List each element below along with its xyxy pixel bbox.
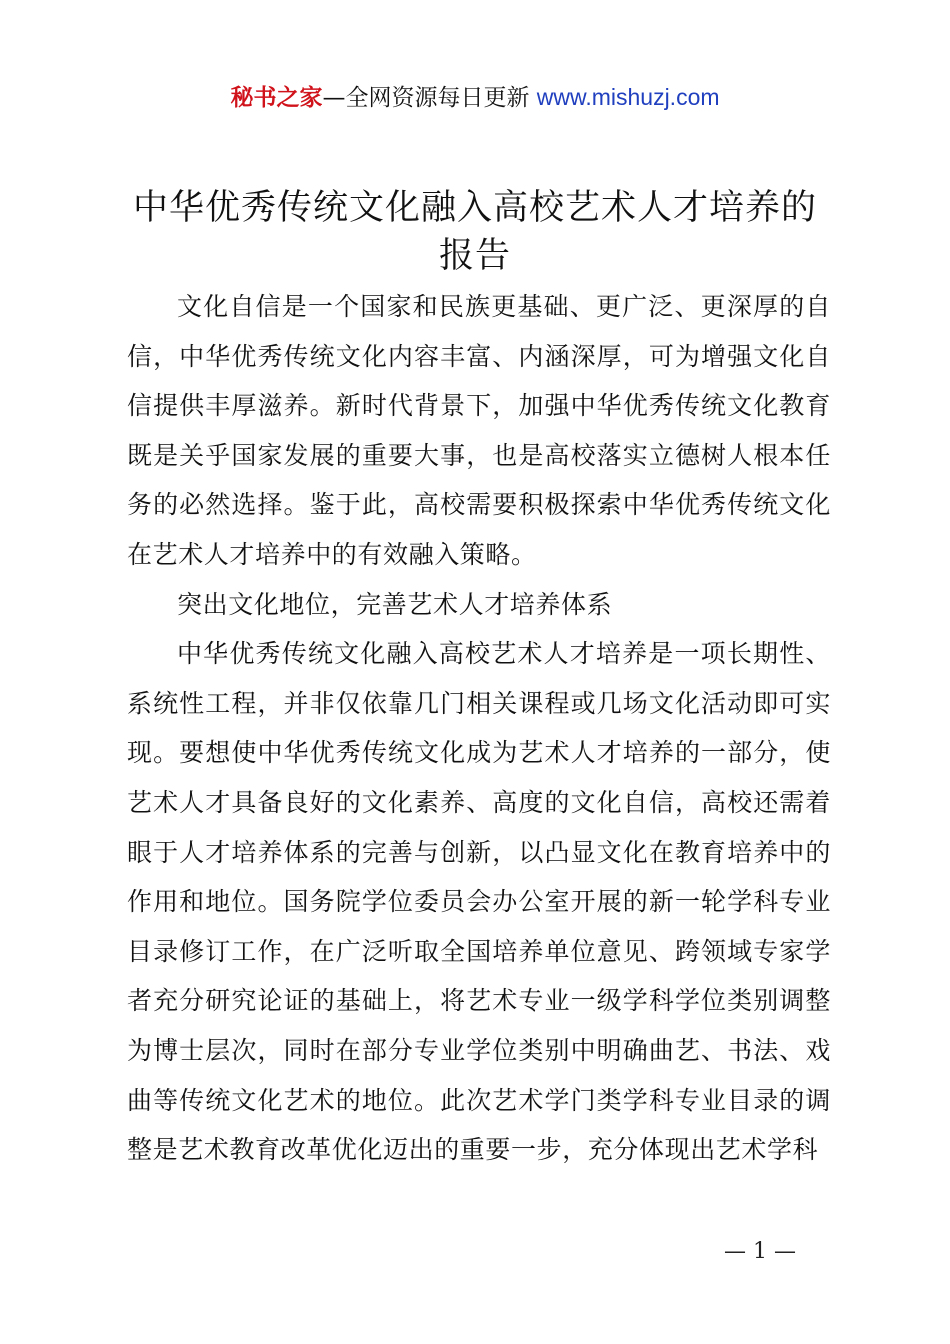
- document-title: 中华优秀传统文化融入高校艺术人才培养的报告: [132, 188, 817, 276]
- site-header: [0, 80, 950, 115]
- section-heading: 突出文化地位，完善艺术人才培养体系: [177, 589, 613, 619]
- site-tagline: —全网资源每日更新: [322, 85, 530, 111]
- paragraph-body: 中华优秀传统文化融入高校艺术人才培养是一项长期性、系统性工程，并非仅依靠几门相关课程或几场文化活动即可实现。要想使中华优秀传统文化成为艺术人才培养的一部分，使艺术人才具备良好的文化素养、高度的文化自信，高校还需着眼于人才培养体系的完善与创新，以凸显文化在教育培养中的作用和地位。国务院学位委员会办公室开展的新一轮学科专业目录修订工作，在广泛听取全国培养单位意见、跨领域专家学者充分研究论证的基础上，将艺术专业一级学科学位类别调整为博士层次，同时在部分专业学位类别中明确曲艺、书法、戏曲等传统文化艺术的地位。此次艺术学门类学科专业目录的调整是艺术教育改革优化迈出的重要一步，充分体现出艺术学科: [127, 639, 831, 1165]
- site-brand: 秘书之家: [230, 85, 323, 111]
- site-url-link[interactable]: www.mishuzj.com: [536, 84, 720, 110]
- document-body: [127, 282, 831, 1175]
- page-number: — 1 —: [724, 1239, 796, 1264]
- paragraph-intro: 文化自信是一个国家和民族更基础、更广泛、更深厚的自信，中华优秀传统文化内容丰富、内涵深厚，可为增强文化自信提供丰厚滋养。新时代背景下，加强中华优秀传统文化教育既是关乎国家发展的重要大事，也是高校落实立德树人根本任务的必然选择。鉴于此，高校需要积极探索中华优秀传统文化在艺术人才培养中的有效融入策略。: [127, 292, 831, 569]
